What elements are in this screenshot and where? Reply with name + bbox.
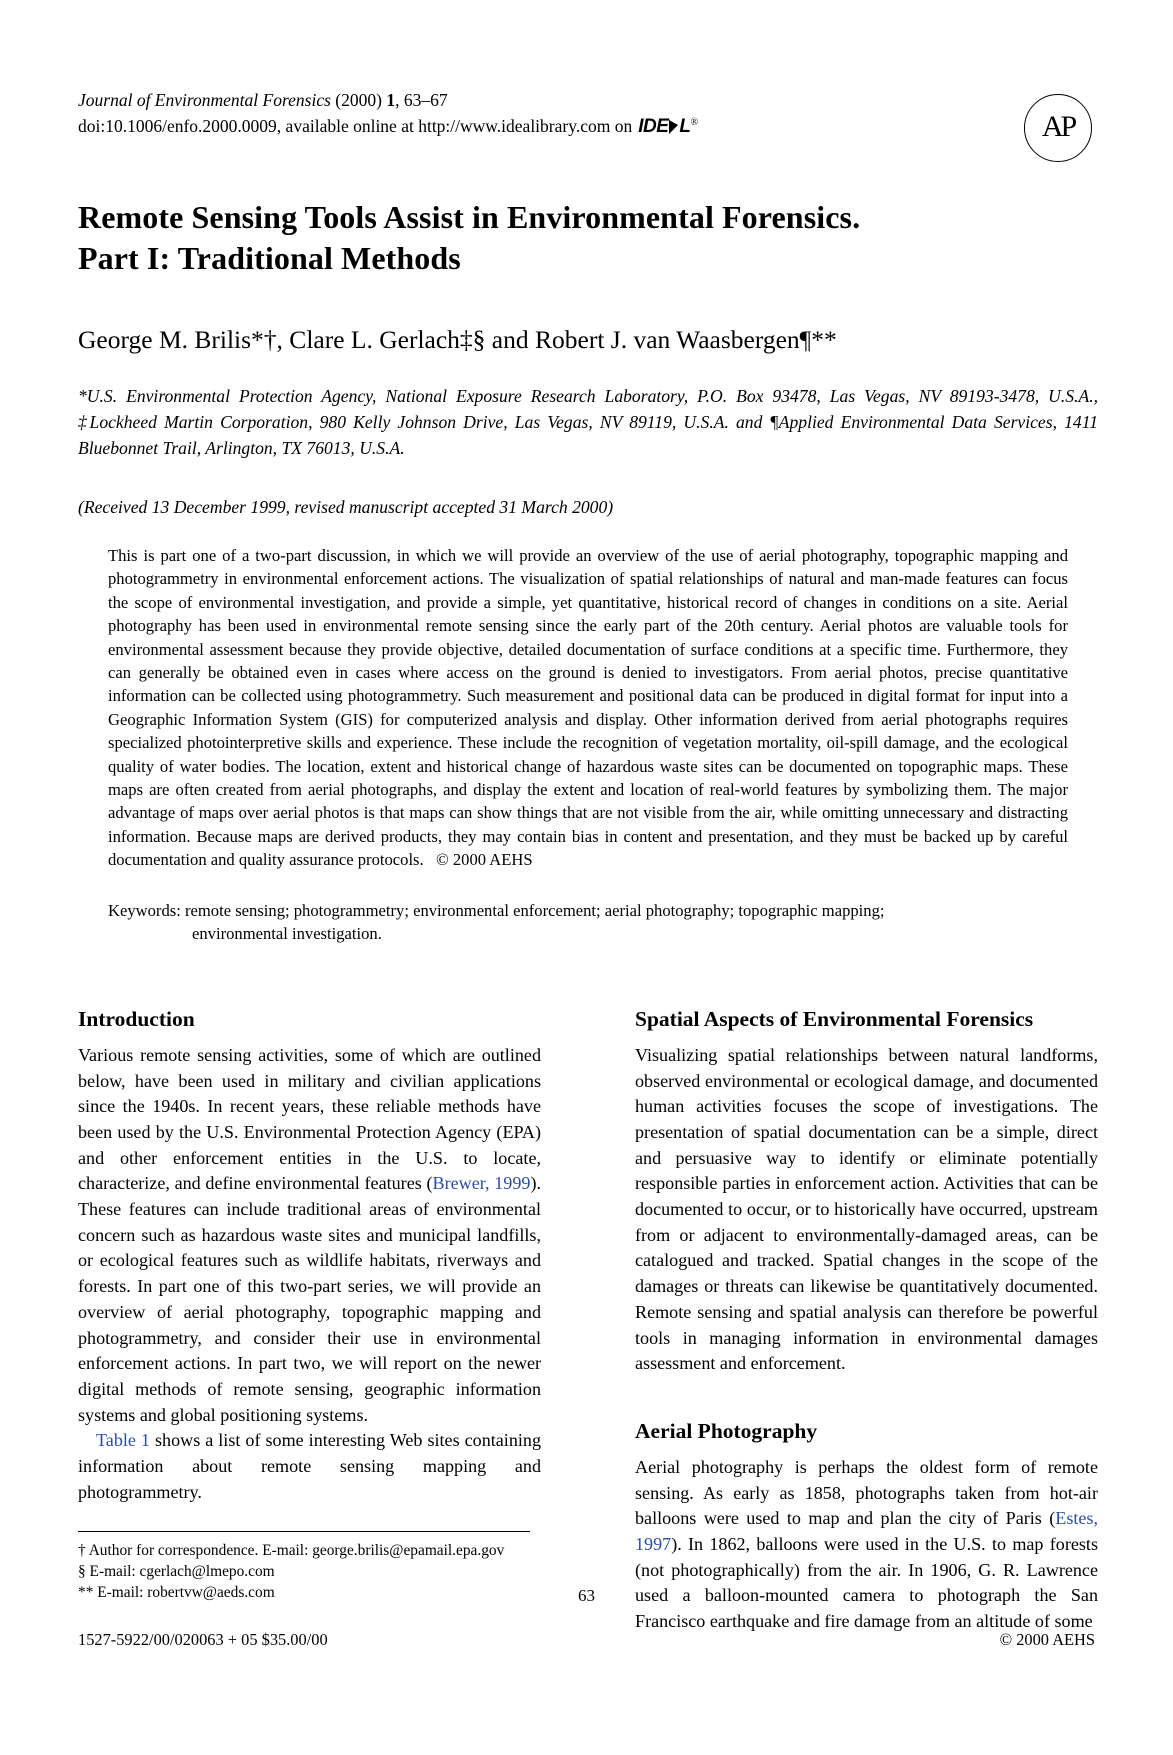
journal-header xyxy=(78,88,1098,144)
body-columns xyxy=(78,1007,1098,1635)
registered-trademark: ® xyxy=(690,117,699,129)
intro-p2-part-b: shows a list of some interesting Web sites containing information about remote sensing mapping and photogrammetry. xyxy=(78,1430,541,1502)
citation-brewer-1999[interactable]: Brewer, 1999 xyxy=(432,1173,531,1194)
table-1-link[interactable]: Table 1 xyxy=(96,1430,150,1451)
aerial-p-part-a: Aerial photography is perhaps the oldest form of remote sensing. As early as 1858, photographs taken from hot-air balloons were used to map and plan the city of Paris ( xyxy=(635,1456,1098,1529)
keywords-label: Keywords: xyxy=(108,900,181,920)
spatial-aspects-paragraph: Visualizing spatial relationships between natural landforms, observed environmental or ecological damage, and documented human activities focuses the scope of investigations. The presentation of spatial documentation can be a simple, direct and persuasive way to identify or eliminate potentially responsible parties in enforcement action. Activities that can be documented to occur, or to historically have occurred, upstream from or adjacent to environmentally-damaged areas, can be catalogued and tracked. Spatial changes in the scope of the damages or threats can likewise be quantitatively documented. Remote sensing and spatial analysis can therefore be powerful tools in managing information in environmental damages assessment and enforcement. xyxy=(635,1044,1098,1374)
journal-name: Journal of Environmental Forensics xyxy=(78,90,331,110)
section-heading-spatial-aspects: Spatial Aspects of Environmental Forensics xyxy=(635,1006,1034,1031)
keywords-block xyxy=(108,899,1063,945)
footnote-email-gerlach: § E-mail: cgerlach@lmepo.com xyxy=(78,1563,275,1581)
author-list: George M. Brilis*†, Clare L. Gerlach‡§ and Robert J. van Waasbergen¶** xyxy=(78,324,837,354)
abstract-text xyxy=(108,544,1068,871)
academic-press-logo-icon xyxy=(1024,94,1092,162)
page-content xyxy=(78,88,1098,1635)
ideal-logo-icon: IDE L xyxy=(638,116,691,138)
title-line-2: Part I: Traditional Methods xyxy=(78,239,461,276)
journal-year: (2000) xyxy=(335,90,382,110)
doi-line xyxy=(78,113,1098,141)
footer-copyright: © 2000 AEHS xyxy=(999,1630,1095,1649)
journal-citation-line xyxy=(78,88,1098,113)
intro-p1-part-b: ). These features can include traditional areas of environmental concern such as hazardous waste sites and municipal landfills, or ecological features such as wildlife habitats, riverways and forests. In part one of this two-part series, we will provide an overview of aerial photography, topographic mapping and photogrammetry, and consider their use in environmental enforcement actions. In part two, we will report on the newer digital methods of remote sensing, geographic information systems and global positioning systems. xyxy=(78,1173,541,1425)
aerial-photography-paragraph xyxy=(635,1455,1098,1635)
abstract-body: This is part one of a two-part discussion, in which we will provide an overview of the use of aerial photography, topographic mapping and photogrammetry in environmental enforcement actions. The visualization of spatial relationships of natural and man-made features can focus the scope of environmental investigation, and provide a simple, yet quantitative, historical record of changes in conditions on a site. Aerial photography has been used in environmental remote sensing since the early part of the 20th century. Aerial photos are valuable tools for environmental assessment because they provide objective, detailed documentation of surface conditions at a specific time. Furthermore, they can generally be obtained even in cases where access on the ground is denied to investigators. From aerial photos, precise quantitative information can be collected using photogrammetry. Such measurement and positional data can be produced in digital format for input into a Geographic Information System (GIS) for computerized analysis and display. Other information derived from aerial photographs requires specialized photointerpretive skills and experience. These include the recognition of vegetation mortality, oil-spill damage, and the ecological quality of water bodies. The location, extent and historical change of hazardous waste sites can be documented on topographic maps. These maps are often created from aerial photographs, and display the extent and location of real-world features by symbolizing them. The major advantage of maps over aerial photos is that maps can show things that are not visible from the air, while omitting unnecessary and distracting information. Because maps are derived products, they may contain bias in content and presentation, and they must be backed up by careful documentation and quality assurance protocols. xyxy=(108,546,1068,870)
section-heading-introduction: Introduction xyxy=(78,1006,195,1031)
left-column xyxy=(78,1007,541,1635)
citation-estes-1997[interactable]: Estes, 1997 xyxy=(635,1508,1098,1554)
abstract-copyright: © 2000 AEHS xyxy=(436,850,533,870)
intro-paragraph-1 xyxy=(78,1043,541,1428)
aerial-p-part-b: ). In 1862, balloons were used in the U.S. to map forests (not photographically) from the air. In 1906, G. R. Lawrence used a balloon-mounted camera to photograph the San Francisco earthquake and fire damage from an altitude of some xyxy=(635,1533,1098,1632)
footnote-email-waasbergen: ** E-mail: robertvw@aeds.com xyxy=(78,1584,275,1602)
title-line-1: Remote Sensing Tools Assist in Environmental Forensics. xyxy=(78,198,861,235)
keywords-line-2: environmental investigation. xyxy=(192,923,382,943)
journal-pages: , 63–67 xyxy=(395,90,448,110)
ap-logo-label: AP xyxy=(1041,110,1075,144)
doi-text: doi:10.1006/enfo.2000.0009, available online at http://www.idealibrary.com on xyxy=(78,116,633,137)
issn-line: 1527-5922/00/020063 + 05 $35.00/00 xyxy=(78,1630,328,1649)
affiliation-block: *U.S. Environmental Protection Agency, National Exposure Research Laboratory, P.O. Box 93478, Las Vegas, NV 89193-3478, U.S.A., ‡Lockheed Martin Corporation, 980 Kelly Johnson Drive, Las Vegas, NV 89119, U.S.A. and ¶Applied Environmental Data Services, 1411 Bluebonnet Trail, Arlington, TX 76013, U.S.A. xyxy=(78,385,1098,459)
received-date-line: (Received 13 December 1999, revised manuscript accepted 31 March 2000) xyxy=(78,497,614,518)
page-number: 63 xyxy=(578,1586,595,1605)
keywords-line-1: remote sensing; photogrammetry; environmental enforcement; aerial photography; topographic mapping; xyxy=(184,900,885,920)
journal-volume: 1 xyxy=(386,90,396,110)
page-footer xyxy=(78,1630,1095,1650)
footnote-correspondence: † Author for correspondence. E-mail: george.brilis@epamail.epa.gov xyxy=(78,1542,505,1560)
page-title xyxy=(78,197,1098,279)
section-heading-aerial-photography: Aerial Photography xyxy=(635,1418,818,1443)
right-column xyxy=(635,1007,1098,1635)
intro-p1-part-a: Various remote sensing activities, some of which are outlined below, have been used in military and civilian applications since the 1940s. In recent years, these reliable methods have been used by the U.S. Environmental Protection Agency (EPA) and other enforcement entities in the U.S. to locate, characterize, and define environmental features ( xyxy=(78,1044,541,1194)
intro-paragraph-2 xyxy=(78,1428,541,1505)
